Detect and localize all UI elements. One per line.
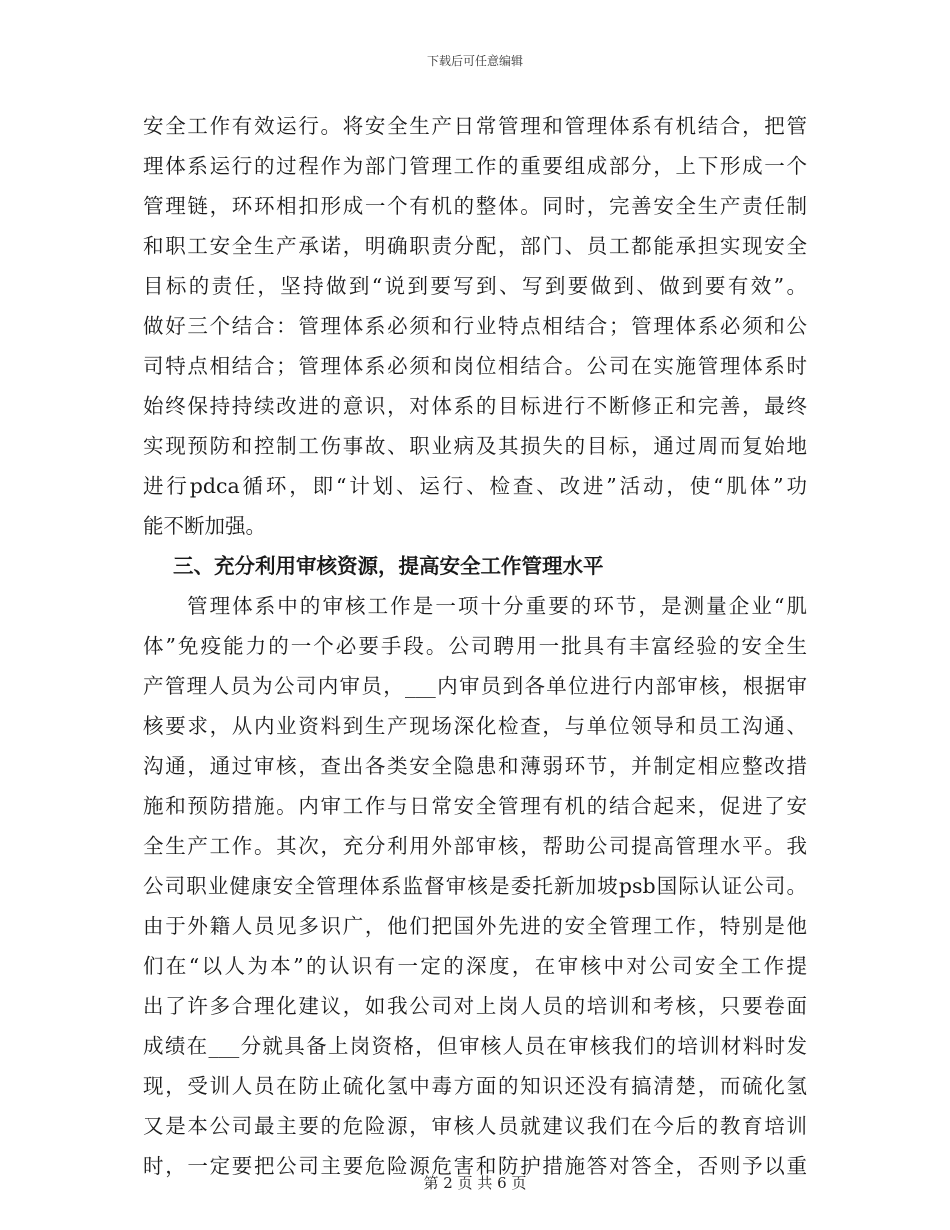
- body-line: 又是本公司最主要的危险源，审核人员就建议我们在今后的教育培训: [143, 1114, 807, 1138]
- body-line: 出了许多合理化建议，如我公司对上岗人员的培训和考核，只要卷面: [143, 994, 807, 1018]
- body-line: 理体系运行的过程作为部门管理工作的重要组成部分，上下形成一个: [143, 154, 807, 178]
- body-line: 进行pdca循环，即“计划、运行、检查、改进”活动，使“肌体”功: [143, 474, 807, 498]
- body-line: 和职工安全生产承诺，明确职责分配，部门、员工都能承担实现安全: [143, 234, 807, 258]
- body-line: 施和预防措施。内审工作与日常安全管理有机的结合起来，促进了安: [143, 794, 807, 818]
- body-line: 沟通，通过审核，查出各类安全隐患和薄弱环节，并制定相应整改措: [143, 754, 807, 778]
- body-line: 公司职业健康安全管理体系监督审核是委托新加坡psb国际认证公司。: [143, 874, 807, 898]
- body-line: 目标的责任，坚持做到“说到要写到、写到要做到、做到要有效”。: [143, 274, 807, 298]
- body-line: 安全工作有效运行。将安全生产日常管理和管理体系有机结合，把管: [143, 114, 807, 138]
- page-header: 下载后可任意编辑: [426, 54, 523, 68]
- body-line: 现，受训人员在防止硫化氢中毒方面的知识还没有搞清楚，而硫化氢: [143, 1074, 807, 1098]
- body-line: 全生产工作。其次，充分利用外部审核，帮助公司提高管理水平。我: [143, 834, 807, 858]
- body-line: 们在“以人为本”的认识有一定的深度，在审核中对公司安全工作提: [143, 954, 807, 978]
- body-line: 时，一定要把公司主要危险源危害和防护措施答对答全，否则予以重: [143, 1154, 807, 1178]
- body-line: 能不断加强。: [143, 514, 266, 538]
- section-heading: 三、充分利用审核资源，提高安全工作管理水平: [173, 554, 604, 578]
- body-line: 管理体系中的审核工作是一项十分重要的环节，是测量企业“肌: [187, 594, 807, 618]
- body-line: 核要求，从内业资料到生产现场深化检查，与单位领导和员工沟通、: [143, 714, 807, 738]
- body-line: 体”免疫能力的一个必要手段。公司聘用一批具有丰富经验的安全生: [143, 634, 807, 658]
- body-line: 司特点相结合；管理体系必须和岗位相结合。公司在实施管理体系时: [143, 354, 807, 378]
- body-line: 始终保持持续改进的意识，对体系的目标进行不断修正和完善，最终: [143, 394, 807, 418]
- page-footer: 第 2 页 共 6 页: [423, 1174, 527, 1192]
- body-line: 做好三个结合：管理体系必须和行业特点相结合；管理体系必须和公: [143, 314, 807, 338]
- body-line: 产管理人员为公司内审员，___内审员到各单位进行内部审核，根据审: [143, 674, 807, 698]
- body-line: 成绩在___分就具备上岗资格，但审核人员在审核我们的培训材料时发: [143, 1034, 807, 1058]
- document-body: [143, 106, 807, 1186]
- body-line: 实现预防和控制工伤事故、职业病及其损失的目标，通过周而复始地: [143, 434, 807, 458]
- body-line: 由于外籍人员见多识广，他们把国外先进的安全管理工作，特别是他: [143, 914, 807, 938]
- body-line: 管理链，环环相扣形成一个有机的整体。同时，完善安全生产责任制: [143, 194, 807, 218]
